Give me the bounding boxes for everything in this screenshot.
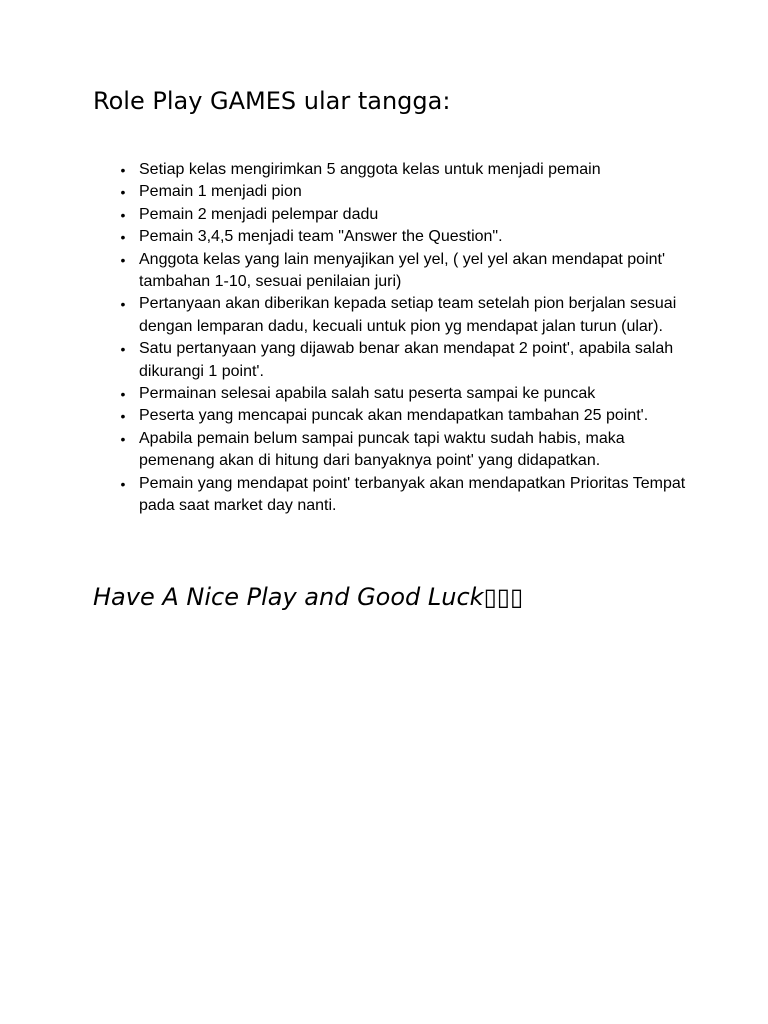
rule-text: Satu pertanyaan yang dijawab benar akan mendapat 2 point', apabila salah dikurangi 1 point'. — [139, 340, 674, 380]
rule-item — [120, 181, 699, 203]
bullet-icon: • — [120, 162, 126, 178]
rule-text: Anggota kelas yang lain menyajikan yel yel, ( yel yel akan mendapat point' tambahan 1-10, sesuai penilaian juri) — [139, 250, 666, 291]
rule-item — [120, 473, 699, 518]
bullet-icon: • — [120, 296, 126, 313]
rule-item — [120, 428, 699, 473]
rule-item — [120, 383, 699, 405]
bullet-icon: • — [120, 341, 126, 358]
rule-item — [120, 405, 699, 427]
rule-item — [120, 293, 699, 338]
rule-item — [120, 204, 699, 226]
bullet-icon: • — [120, 408, 126, 425]
closing-message: Have A Nice Play and Good Luck▯▯▯ — [93, 583, 524, 611]
rule-text: Pemain yang mendapat point' terbanyak akan mendapatkan Prioritas Tempat pada saat market day nanti. — [139, 474, 686, 515]
rule-text: Pertanyaan akan diberikan kepada setiap team setelah pion berjalan sesuai dengan lemparan dadu, kecuali untuk pion yg mendapat jalan turun (ular). — [139, 295, 677, 335]
rule-item — [120, 249, 699, 294]
rule-text: Permainan selesai apabila salah satu peserta sampai ke puncak — [139, 385, 596, 403]
rule-text: Pemain 3,4,5 menjadi team "Answer the Question". — [139, 228, 503, 246]
document-title: Role Play GAMES ular tangga: — [93, 87, 451, 115]
bullet-icon: • — [120, 229, 126, 246]
rule-text: Setiap kelas mengirimkan 5 anggota kelas untuk menjadi pemain — [139, 161, 601, 178]
rule-item — [120, 159, 699, 181]
rules-list — [120, 159, 699, 518]
bullet-icon: • — [120, 475, 126, 492]
bullet-icon: • — [120, 184, 126, 201]
rule-text: Pemain 2 menjadi pelempar dadu — [139, 205, 379, 223]
rule-item — [120, 338, 699, 383]
bullet-icon: • — [120, 251, 126, 268]
bullet-icon: • — [120, 206, 126, 223]
bullet-icon: • — [120, 430, 126, 447]
rule-item — [120, 226, 699, 248]
rule-text: Apabila pemain belum sampai puncak tapi waktu sudah habis, maka pemenang akan di hitung dari banyaknya point' yang didapatkan. — [139, 429, 625, 470]
rule-text: Peserta yang mencapai puncak akan mendapatkan tambahan 25 point'. — [139, 407, 649, 425]
bullet-icon: • — [120, 386, 126, 403]
rule-text: Pemain 1 menjadi pion — [139, 183, 302, 201]
